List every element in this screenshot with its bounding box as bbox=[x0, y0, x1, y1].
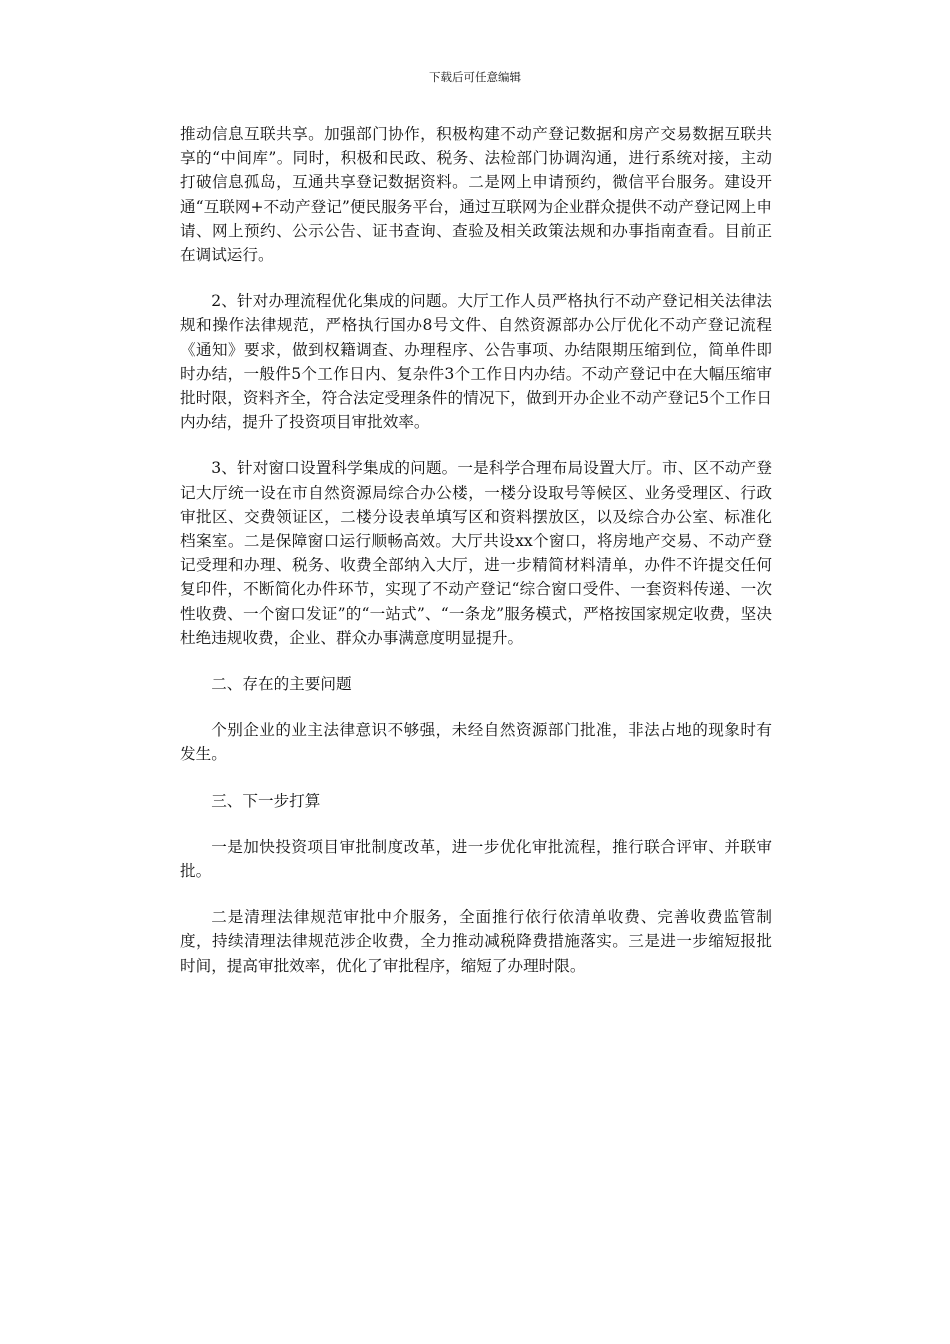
paragraph-process-optimization: 2、针对办理流程优化集成的问题。大厅工作人员严格执行不动产登记相关法律法规和操作法律规范，严格执行国办8号文件、自然资源部办公厅优化不动产登记流程《通知》要求，做到权籍调查、办理程序、公告事项、办结限期压缩到位，简单件即时办结，一般件5个工作日内、复杂件3个工作日内办结。不动产登记中在大幅压缩审批时限，资料齐全，符合法定受理条件的情况下，做到开办企业不动产登记5个工作日内办结，提升了投资项目审批效率。 bbox=[180, 292, 772, 432]
document-body bbox=[180, 122, 772, 1000]
paragraph-next-step-one: 一是加快投资项目审批制度改革，进一步优化审批流程，推行联合评审、并联审批。 bbox=[180, 837, 772, 881]
section-heading-problems: 二、存在的主要问题 bbox=[211, 675, 352, 694]
paragraph-window-setup: 3、针对窗口设置科学集成的问题。一是科学合理布局设置大厅。市、区不动产登记大厅统一设在市自然资源局综合办公楼，一楼分设取号等候区、业务受理区、行政审批区、交费领证区，二楼分设表单填写区和资料摆放区，以及综合办公室、标准化档案室。二是保障窗口运行顺畅高效。大厅共设xx个窗口，将房地产交易、不动产登记受理和办理、税务、收费全部纳入大厅，进一步精简材料清单，办件不许提交任何复印件，不断简化办件环节，实现了不动产登记“综合窗口受件、一套资料传递、一次性收费、一个窗口发证”的“一站式”、“一条龙”服务模式，严格按国家规定收费，坚决杜绝违规收费，企业、群众办事满意度明显提升。 bbox=[180, 459, 772, 647]
paragraph-problems: 个别企业的业主法律意识不够强，未经自然资源部门批准，非法占地的现象时有发生。 bbox=[180, 721, 772, 764]
page-header: 下载后可任意编辑 bbox=[429, 70, 521, 84]
paragraph-continuation: 推动信息互联共享。加强部门协作，积极构建不动产登记数据和房产交易数据互联共享的“中间库”。同时，积极和民政、税务、法检部门协调沟通，进行系统对接，主动打破信息孤岛，互通共享登记数据资料。二是网上申请预约，微信平台服务。建设开通“互联网+不动产登记”便民服务平台，通过互联网为企业群众提供不动产登记网上申请、网上预约、公示公告、证书查询、查验及相关政策法规和办事指南查看。目前正在调试运行。 bbox=[180, 125, 772, 265]
section-heading-next-steps: 三、下一步打算 bbox=[211, 791, 321, 810]
paragraph-next-step-two: 二是清理法律规范审批中介服务，全面推行依行依清单收费、完善收费监管制度，持续清理法律规范涉企收费，全力推动减税降费措施落实。三是进一步缩短报批时间，提高审批效率，优化了审批程序，缩短了办理时限。 bbox=[180, 908, 772, 975]
